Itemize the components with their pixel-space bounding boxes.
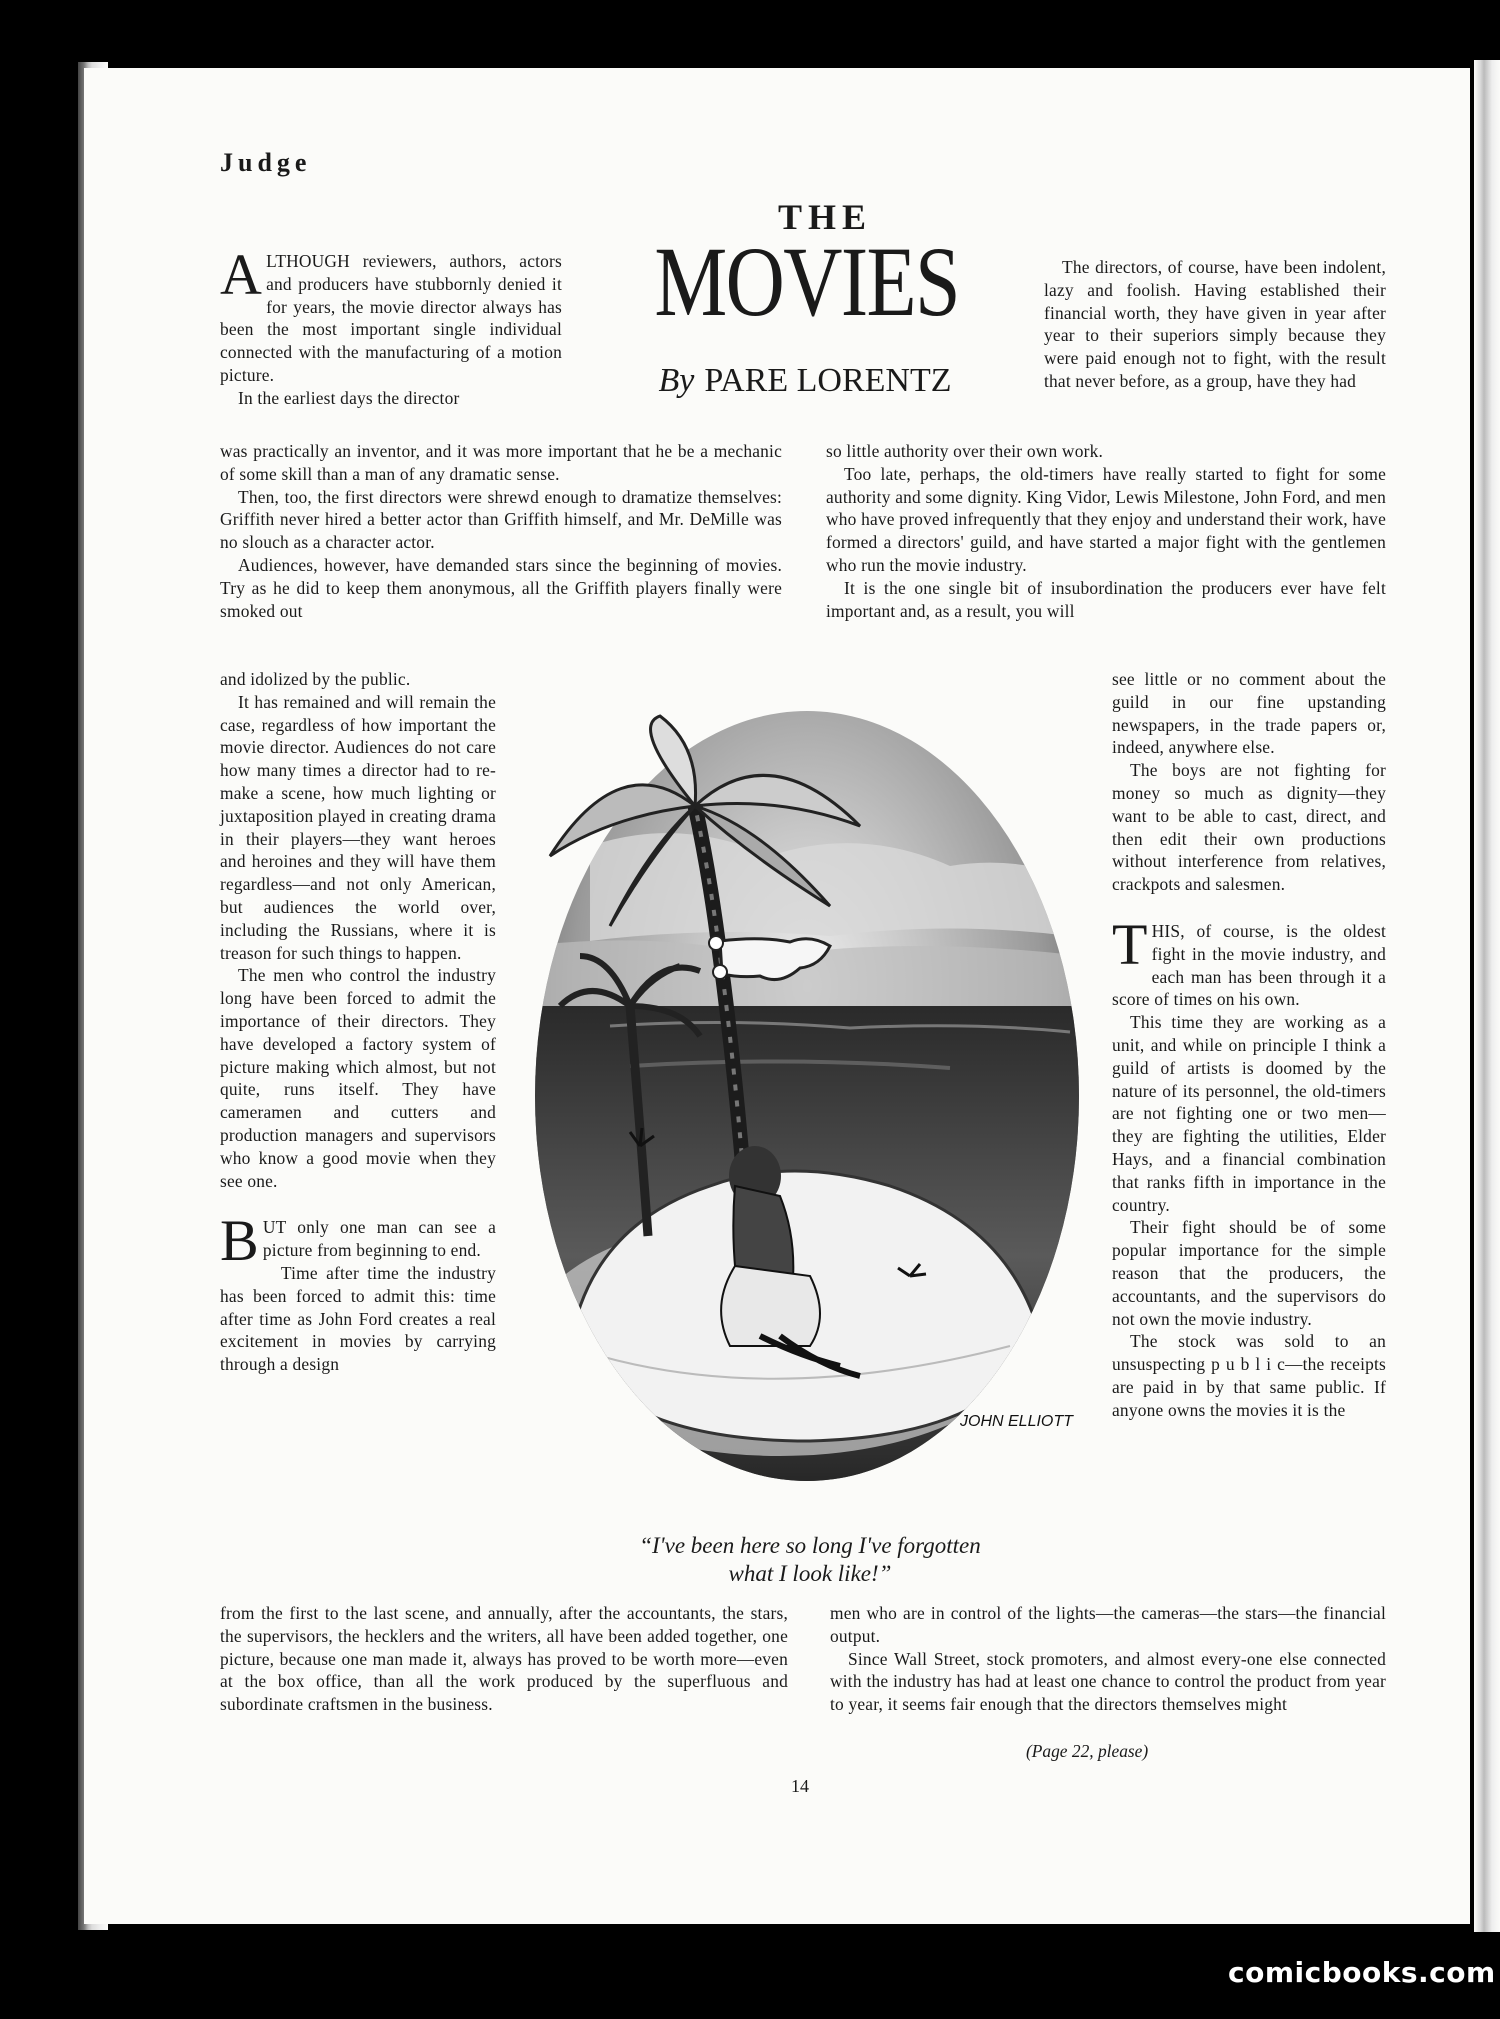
caption-line-1: “I've been here so long I've forgotten — [639, 1533, 981, 1558]
paragraph: Time after time the industry has been forced to admit this: time after time as John Ford creates a real excitement in movies by carrying through a design — [220, 1262, 496, 1375]
byline-author: PARE LORENTZ — [704, 362, 952, 399]
paragraph: In the earliest days the director — [238, 387, 460, 408]
paragraph: and idolized by the public. — [220, 669, 411, 689]
page-title: MOVIES — [654, 226, 959, 337]
paragraph: was practically an inventor, and it was more important that he be a mechanic of some skill than a man of any dramatic sense. — [220, 441, 782, 484]
paragraph-text: LTHOUGH reviewers, authors, actors and producers have stubbornly denied it for years, the movie director always has been the most important single individual connected with the manufacturing of a motion picture. — [220, 251, 562, 385]
paragraph: The stock was sold to an unsuspecting p u b l i c—the receipts are paid in by that same public. If anyone owns the movies it is the — [1112, 1331, 1386, 1420]
paragraph: from the first to the last scene, and annually, after the accountants, the stars, the supervisors, the hecklers and the writers, all have been added together, one picture, because one man made it, always has proved to be worth more—even at the box office, than all the work produced by the superfluous and subordinate craftsmen in the business. — [220, 1603, 788, 1715]
column-bottom-left — [220, 1602, 788, 1716]
artist-signature: JOHN ELLIOTT — [960, 1413, 1073, 1430]
column-right-narrow — [1112, 668, 1386, 1422]
paragraph: The directors, of course, have been indolent, lazy and foolish. Having established their financial worth, they have given in year after year to their superiors simply because they were paid enough not to fight, with the result that never before, as a group, have they had — [1044, 257, 1386, 391]
drop-cap: A — [220, 242, 263, 307]
drop-cap: B — [220, 1208, 259, 1274]
continuation-note: (Page 22, please) — [1026, 1741, 1149, 1761]
illustration-caption — [560, 1532, 1060, 1588]
paragraph: It has remained and will remain the case, regardless of how important the movie director. Audiences do not care how many times a director had to re-make a scene, how much lighting or juxtaposition played in creating drama in their players—they want heroes and heroines and they will have them regardless—and not only American, but audiences the world over, including the Russians, where it is treason for such things to happen. — [220, 691, 496, 963]
column-right-wide — [826, 440, 1386, 622]
paragraph — [1112, 911, 1386, 1011]
paragraph — [220, 242, 562, 387]
page-number: 14 — [791, 1776, 809, 1796]
paragraph: Then, too, the first directors were shrewd enough to dramatize themselves: Griffith never hired a better actor than Griffith himself, and Mr. DeMille was no slouch as a character actor. — [220, 486, 782, 553]
castaway-island-icon — [530, 706, 1084, 1506]
paragraph: so little authority over their own work. — [826, 441, 1104, 461]
column-bottom-right — [830, 1602, 1386, 1716]
cartoon-illustration — [530, 706, 1084, 1506]
paragraph — [220, 1208, 496, 1274]
paragraph: Since Wall Street, stock promoters, and almost every-one else connected with the industry has had at least one chance to control the product from year to year, it seems fair enough that the directors themselves might — [830, 1648, 1386, 1715]
paragraph: The men who control the industry long have been forced to admit the importance of their directors. They have developed a factory system of picture making which almost, but not quite, runs itself. They have cameramen and cutters and production managers and supervisors who know a good movie when they see one. — [220, 965, 496, 1191]
column-left-top — [220, 242, 562, 410]
running-head: Judge — [220, 148, 312, 177]
byline-by: By — [658, 362, 695, 399]
column-left-narrow — [220, 668, 496, 1376]
column-right-top — [1044, 256, 1386, 393]
paragraph: This time they are working as a unit, and while on principle I think a guild of artists is doomed by the nature of its personnel, the old-timers are not fighting one or two men—they are fighting the utilities, Elder Hays, and a financial combination that ranks fifth in importance in the country. — [1112, 1012, 1386, 1215]
caption-line-2: what I look like!” — [728, 1561, 892, 1586]
paragraph: men who are in control of the lights—the cameras—the stars—the financial output. — [830, 1603, 1386, 1646]
title-pre: THE — [777, 197, 873, 237]
facing-page-edge — [1474, 60, 1500, 1932]
paragraph: Too late, perhaps, the old-timers have really started to fight for some authority and some dignity. King Vidor, Lewis Milestone, John Ford, and men who have proved infrequently that they enjoy and understand their work, have formed a directors' guild, and have started a major fight with the gentlemen who run the movie industry. — [826, 463, 1386, 575]
paragraph-text: HIS, of course, is the oldest fight in the movie industry, and each man has been through it a score of times on his own. — [1112, 920, 1386, 1010]
drop-cap: T — [1112, 911, 1148, 977]
source-watermark: comicbooks.com — [1228, 1956, 1496, 1989]
column-left-wide — [220, 440, 782, 622]
byline — [620, 362, 990, 400]
paragraph-text: UT only one man can see a picture from beginning to end. — [262, 1217, 496, 1261]
paragraph: Their fight should be of some popular importance for the simple reason that the producers, the accountants, and the supervisors do not own the movie industry. — [1112, 1217, 1386, 1329]
paragraph: see little or no comment about the guild in our fine upstanding newspapers, in the trade papers or, indeed, anywhere else. — [1112, 669, 1386, 758]
paragraph: It is the one single bit of insubordination the producers ever have felt important and, as a result, you will — [826, 577, 1386, 621]
paragraph: Audiences, however, have demanded stars since the beginning of movies. Try as he did to keep them anonymous, all the Griffith players finally were smoked out — [220, 554, 782, 621]
paragraph: The boys are not fighting for money so much as dignity—they want to be able to cast, direct, and then edit their own productions without interference from relatives, crackpots and salesmen. — [1112, 760, 1386, 895]
